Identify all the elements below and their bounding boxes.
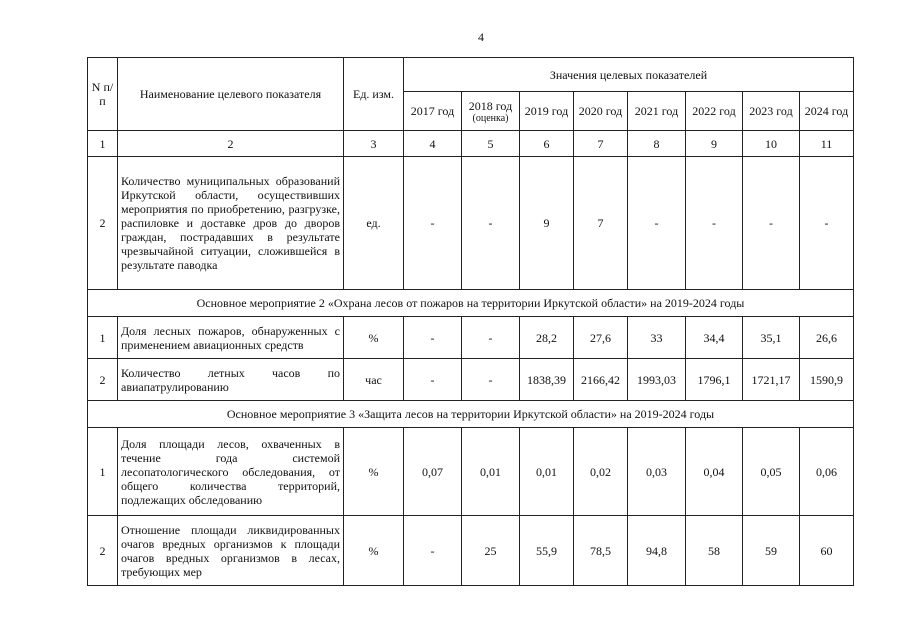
colnum: 4 bbox=[404, 131, 462, 157]
value-cell: 55,9 bbox=[520, 516, 574, 586]
table-row bbox=[88, 359, 854, 401]
value-cell: 26,6 bbox=[800, 317, 854, 359]
colnum: 9 bbox=[686, 131, 743, 157]
value-cell: - bbox=[404, 359, 462, 401]
section-2-title: Основное мероприятие 2 «Охрана лесов от пожаров на территории Иркутской области» на 2019-2024 годы bbox=[88, 290, 854, 317]
table-row bbox=[88, 317, 854, 359]
indicator-name: Количество муниципальных образований Иркутской области, осуществивших мероприятия по приобретению, разгрузке, распиловке и доставке дров до дворов граждан, пострадавших в результате чрезвычайной ситуации, сложившейся в результате паводка bbox=[118, 157, 344, 290]
colnum: 5 bbox=[462, 131, 520, 157]
header-name: Наименование целевого показателя bbox=[118, 58, 344, 131]
value-cell: 94,8 bbox=[628, 516, 686, 586]
section-row bbox=[88, 401, 854, 428]
value-cell: - bbox=[462, 317, 520, 359]
unit-cell: % bbox=[344, 516, 404, 586]
value-cell: - bbox=[404, 157, 462, 290]
table-row bbox=[88, 428, 854, 516]
table-row bbox=[88, 516, 854, 586]
value-cell: 59 bbox=[743, 516, 800, 586]
value-cell: 1721,17 bbox=[743, 359, 800, 401]
value-cell: 1796,1 bbox=[686, 359, 743, 401]
row-num: 2 bbox=[88, 157, 118, 290]
header-num: N п/п bbox=[88, 58, 118, 131]
indicators-table bbox=[87, 57, 854, 586]
value-cell: - bbox=[628, 157, 686, 290]
unit-cell: ед. bbox=[344, 157, 404, 290]
header-unit: Ед. изм. bbox=[344, 58, 404, 131]
value-cell: - bbox=[404, 516, 462, 586]
value-cell: 0,04 bbox=[686, 428, 743, 516]
header-values-title: Значения целевых показателей bbox=[404, 58, 854, 92]
year-2021: 2021 год bbox=[628, 92, 686, 131]
table-row bbox=[88, 157, 854, 290]
value-cell: 0,05 bbox=[743, 428, 800, 516]
column-numbers-row bbox=[88, 131, 854, 157]
value-cell: 27,6 bbox=[574, 317, 628, 359]
year-2018-note: (оценка) bbox=[472, 112, 509, 124]
value-cell: - bbox=[743, 157, 800, 290]
value-cell: 0,06 bbox=[800, 428, 854, 516]
value-cell: 2166,42 bbox=[574, 359, 628, 401]
value-cell: 1993,03 bbox=[628, 359, 686, 401]
colnum: 10 bbox=[743, 131, 800, 157]
section-row bbox=[88, 290, 854, 317]
unit-cell: час bbox=[344, 359, 404, 401]
header-row bbox=[88, 58, 854, 92]
value-cell: 0,01 bbox=[520, 428, 574, 516]
value-cell: 78,5 bbox=[574, 516, 628, 586]
value-cell: - bbox=[462, 157, 520, 290]
colnum: 2 bbox=[118, 131, 344, 157]
value-cell: 33 bbox=[628, 317, 686, 359]
value-cell: - bbox=[800, 157, 854, 290]
page-number: 4 bbox=[478, 30, 484, 44]
indicator-name: Отношение площади ликвидированных очагов вредных организмов к площади очагов вредных организмов в лесах, требующих мер bbox=[118, 516, 344, 586]
colnum: 6 bbox=[520, 131, 574, 157]
value-cell: 0,02 bbox=[574, 428, 628, 516]
colnum: 7 bbox=[574, 131, 628, 157]
row-num: 1 bbox=[88, 428, 118, 516]
value-cell: 28,2 bbox=[520, 317, 574, 359]
colnum: 11 bbox=[800, 131, 854, 157]
value-cell: 1838,39 bbox=[520, 359, 574, 401]
colnum: 1 bbox=[88, 131, 118, 157]
year-2017: 2017 год bbox=[404, 92, 462, 131]
value-cell: 34,4 bbox=[686, 317, 743, 359]
value-cell: 1590,9 bbox=[800, 359, 854, 401]
year-2019: 2019 год bbox=[520, 92, 574, 131]
unit-cell: % bbox=[344, 317, 404, 359]
section-3-title: Основное мероприятие 3 «Защита лесов на территории Иркутской области» на 2019-2024 годы bbox=[88, 401, 854, 428]
value-cell: 7 bbox=[574, 157, 628, 290]
value-cell: 35,1 bbox=[743, 317, 800, 359]
value-cell: - bbox=[404, 317, 462, 359]
value-cell: 0,07 bbox=[404, 428, 462, 516]
value-cell: 25 bbox=[462, 516, 520, 586]
value-cell: 60 bbox=[800, 516, 854, 586]
colnum: 3 bbox=[344, 131, 404, 157]
row-num: 2 bbox=[88, 359, 118, 401]
row-num: 2 bbox=[88, 516, 118, 586]
colnum: 8 bbox=[628, 131, 686, 157]
value-cell: - bbox=[462, 359, 520, 401]
year-2024: 2024 год bbox=[800, 92, 854, 131]
value-cell: 9 bbox=[520, 157, 574, 290]
indicator-name: Количество летных часов по авиапатрулированию bbox=[118, 359, 344, 401]
value-cell: 0,01 bbox=[462, 428, 520, 516]
year-2022: 2022 год bbox=[686, 92, 743, 131]
value-cell: 0,03 bbox=[628, 428, 686, 516]
indicator-name: Доля лесных пожаров, обнаруженных с применением авиационных средств bbox=[118, 317, 344, 359]
unit-cell: % bbox=[344, 428, 404, 516]
year-2023: 2023 год bbox=[743, 92, 800, 131]
year-2020: 2020 год bbox=[574, 92, 628, 131]
row-num: 1 bbox=[88, 317, 118, 359]
indicator-name: Доля площади лесов, охваченных в течение года системой лесопатологического обследования, от общего количества территорий, подлежащих обследованию bbox=[118, 428, 344, 516]
value-cell: 58 bbox=[686, 516, 743, 586]
year-2018: 2018 год (оценка) bbox=[462, 92, 520, 131]
value-cell: - bbox=[686, 157, 743, 290]
